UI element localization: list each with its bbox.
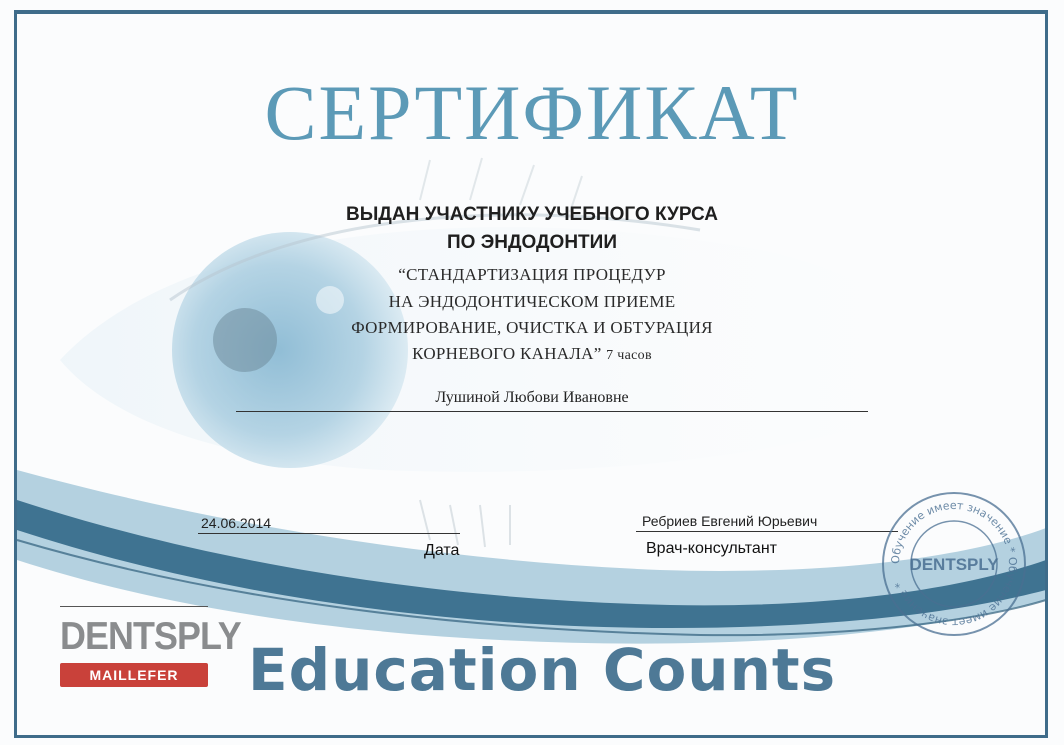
maillefer-logo: MAILLEFER bbox=[60, 663, 208, 687]
course-hours: 7 часов bbox=[606, 348, 652, 363]
issued-line-1: ВЫДАН УЧАСТНИКУ УЧЕБНОГО КУРСА bbox=[345, 204, 719, 225]
recipient-name: Лушиной Любови Ивановне bbox=[435, 389, 629, 406]
signer-role: Врач-консультант bbox=[646, 540, 777, 557]
course-title-line-4 bbox=[0, 344, 1064, 364]
dentsply-logo: DENTSPLY bbox=[60, 615, 241, 658]
date-label: Дата bbox=[424, 542, 460, 559]
svg-text:DENTSPLY: DENTSPLY bbox=[909, 555, 999, 574]
signer-underline bbox=[636, 531, 898, 532]
recipient-underline bbox=[236, 411, 868, 412]
course-title-line-4-text: КОРНЕВОГО КАНАЛА” bbox=[412, 344, 602, 363]
education-counts-slogan: Education Counts bbox=[248, 636, 837, 704]
course-title-line-2: НА ЭНДОДОНТИЧЕСКОМ ПРИЕМЕ bbox=[388, 292, 676, 311]
date-value: 24.06.2014 bbox=[201, 515, 272, 531]
course-title-line-3: ФОРМИРОВАНИЕ, ОЧИСТКА И ОБТУРАЦИЯ bbox=[351, 318, 713, 337]
issued-line-2: ПО ЭНДОДОНТИИ bbox=[447, 232, 617, 253]
certificate-title: СЕРТИФИКАТ bbox=[264, 69, 800, 156]
date-underline bbox=[198, 533, 460, 534]
course-title-line-1: “СТАНДАРТИЗАЦИЯ ПРОЦЕДУР bbox=[398, 265, 666, 284]
signer-name: Ребриев Евгений Юрьевич bbox=[642, 513, 818, 529]
svg-text:Обучение имеет значение * Обуч: Обучение имеет значение * Обучение имеет значение * bbox=[888, 498, 1020, 630]
dentsply-seal-stamp bbox=[879, 489, 1029, 639]
logo-divider bbox=[60, 606, 208, 607]
